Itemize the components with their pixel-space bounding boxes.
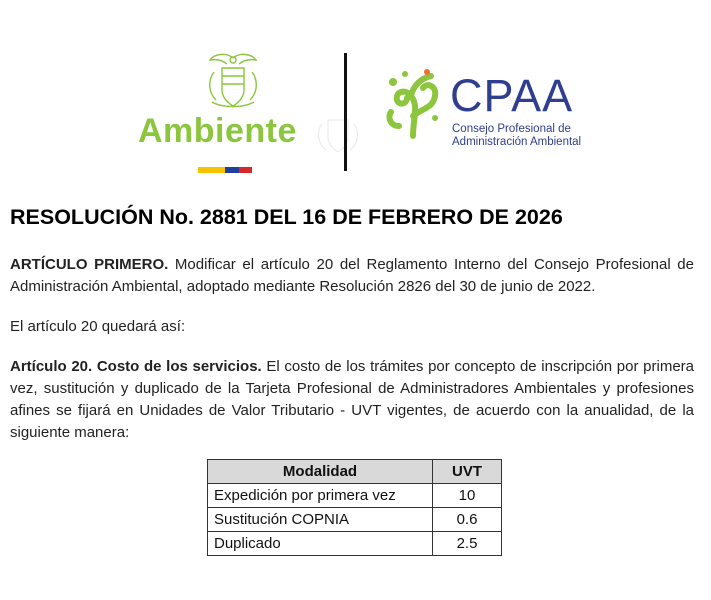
table-row xyxy=(208,484,502,508)
table-row xyxy=(208,508,502,532)
logo-divider xyxy=(344,53,347,171)
table-row xyxy=(208,532,502,556)
article-twenty-text: El costo de los trámites por concepto de inscripción por primera vez, sustitución y duplicado de la Tarjeta Profesional de Administradores Ambientales y profesiones afines se fijará en Unidades de Valor Tributario - UVT vigentes, de acuerdo con la anualidad, de la siguiente manera: xyxy=(10,358,694,441)
column-header-modalidad: Modalidad xyxy=(208,460,433,484)
cpaa-subtitle-line1: Consejo Profesional de xyxy=(452,123,571,135)
fee-table xyxy=(207,459,502,556)
colombia-flag-stripe xyxy=(198,167,252,173)
cpaa-subtitle-line2: Administración Ambiental xyxy=(452,136,582,148)
uvt-cell: 2.5 xyxy=(433,532,502,556)
colombia-coat-of-arms-icon xyxy=(200,50,266,112)
cpaa-wordmark: CPAA xyxy=(450,70,574,121)
resolution-title: RESOLUCIÓN No. 2881 DEL 16 DE FEBRERO DE 2026 xyxy=(10,205,563,229)
table-header-row xyxy=(208,460,502,484)
modalidad-cell: Expedición por primera vez xyxy=(208,484,433,508)
cpaa-leaf-swirl-icon xyxy=(383,68,443,140)
article-twenty-lead: Artículo 20. Costo de los servicios. xyxy=(10,358,262,375)
seal-watermark-icon xyxy=(312,108,364,160)
uvt-cell: 0.6 xyxy=(433,508,502,532)
column-header-uvt: UVT xyxy=(433,460,502,484)
header-logos xyxy=(0,0,711,190)
article-intro: El artículo 20 quedará así: xyxy=(10,318,186,335)
modalidad-cell: Duplicado xyxy=(208,532,433,556)
ambiente-wordmark: Ambiente xyxy=(138,112,297,150)
article-twenty-paragraph xyxy=(10,356,694,444)
article-one-paragraph xyxy=(10,254,694,298)
article-one-text: Modificar el artículo 20 del Reglamento Interno del Consejo Profesional de Administración Ambiental, adoptado mediante Resolución 2826 del 30 de junio de 2022. xyxy=(10,256,694,295)
cpaa-subtitle xyxy=(452,123,581,149)
uvt-cell: 10 xyxy=(433,484,502,508)
modalidad-cell: Sustitución COPNIA xyxy=(208,508,433,532)
article-one-lead: ARTÍCULO PRIMERO. xyxy=(10,256,169,273)
